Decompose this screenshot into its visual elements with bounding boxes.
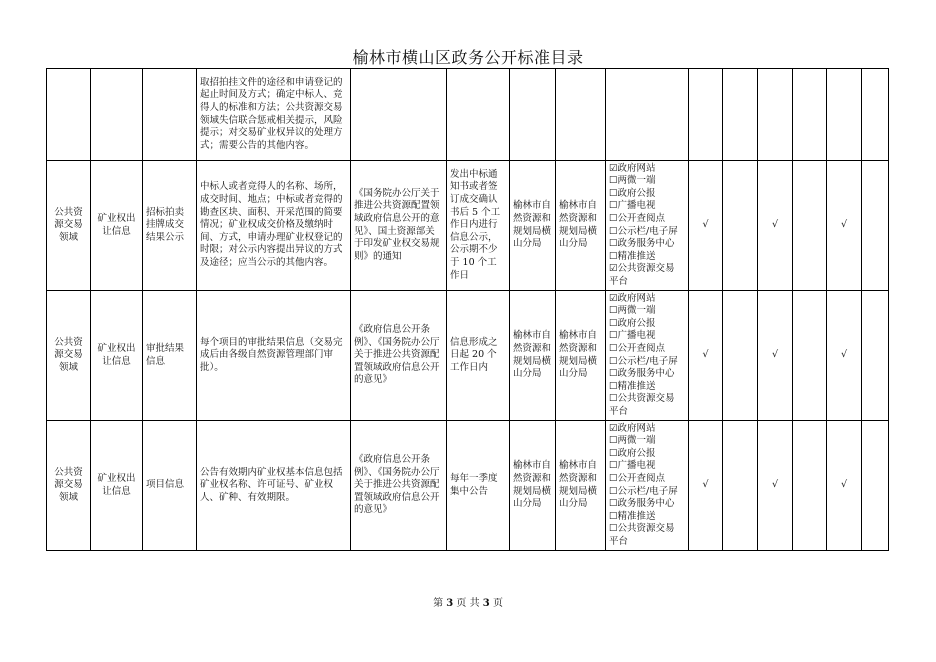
footer-total-pages: 3 [482,598,490,609]
channel-option: ☑政府网站 [609,292,656,304]
cell-mark: √ [758,161,793,291]
footer-page-number: 3 [446,598,454,609]
channel-option: ☐广播电视 [609,330,656,342]
cell-channels [606,421,689,551]
cell-subject: 榆林市自然资源和规划局横山分局 [510,291,556,421]
catalog-table [46,68,889,551]
cell-channels [606,161,689,291]
cell-mark: √ [758,421,793,551]
cell-mark: √ [827,421,862,551]
channel-option: ☑政府网站 [609,162,656,174]
channel-option: ☐两微一端 [609,305,656,317]
cell-subject [510,69,556,161]
channel-option: ☐公开查阅点 [609,342,666,354]
channel-option: ☑公共资源交易 [609,263,675,275]
table-row [47,421,889,551]
cell-basis: 《政府信息公开条例》、《国务院办公厅关于推进公共资源配置领域政府信息公开的意见》 [351,421,447,551]
cell-mark [862,421,889,551]
cell-basis [351,69,447,161]
channel-option: ☐公共资源交易 [609,393,675,405]
cell-mark [793,421,827,551]
cell-domain [47,69,91,161]
cell-subject: 榆林市自然资源和规划局横山分局 [510,161,556,291]
channel-option: ☐公共资源交易 [609,523,675,535]
cell-responsible: 榆林市自然资源和规划局横山分局 [556,421,606,551]
cell-mark: √ [689,161,723,291]
cell-mark: √ [689,421,723,551]
channel-option: ☐政府公报 [609,447,656,459]
footer-prefix: 第 [433,598,444,609]
cell-content: 每个项目的审批结果信息（交易完成后由各级自然资源管理部门审批）。 [197,291,351,421]
page-footer [0,594,936,609]
cell-item [143,69,197,161]
cell-channels [606,69,689,161]
cell-subject: 榆林市自然资源和规划局横山分局 [510,421,556,551]
channel-option: ☐政务服务中心 [609,498,675,510]
channel-option: ☐广播电视 [609,460,656,472]
cell-domain: 公共资源交易领域 [47,421,91,551]
channel-option: 平台 [609,535,629,547]
cell-item: 项目信息 [143,421,197,551]
cell-mark [827,69,862,161]
channel-option: 平台 [609,405,629,417]
channel-option: ☐公示栏/电子屏 [609,485,678,497]
cell-category: 矿业权出让信息 [91,421,143,551]
table-row [47,161,889,291]
cell-mark [689,69,723,161]
cell-channels [606,291,689,421]
channel-option: ☐广播电视 [609,200,656,212]
channel-option: ☐精准推送 [609,380,656,392]
cell-mark [723,291,758,421]
channel-option: ☐政府公报 [609,317,656,329]
channel-option: ☐政务服务中心 [609,368,675,380]
channel-option: ☑政府网站 [609,422,656,434]
cell-content: 公告有效期内矿业权基本信息包括矿业权名称、许可证号、矿业权人、矿种、有效期限。 [197,421,351,551]
cell-basis: 《国务院办公厅关于推进公共资源配置领域政府信息公开的意见》、国土资源部关于印发矿业权交易规则》的通知 [351,161,447,291]
channel-option: ☐政务服务中心 [609,238,675,250]
channel-option: ☐公开查阅点 [609,472,666,484]
channel-option: ☐两微一端 [609,175,656,187]
cell-category: 矿业权出让信息 [91,161,143,291]
channel-option: ☐公示栏/电子屏 [609,225,678,237]
cell-mark [793,291,827,421]
channel-option: ☐两微一端 [609,435,656,447]
cell-time: 每年一季度集中公告 [447,421,510,551]
cell-domain: 公共资源交易领域 [47,161,91,291]
table-row [47,291,889,421]
cell-mark [723,421,758,551]
table-row [47,69,889,161]
channel-option: ☐政府公报 [609,187,656,199]
cell-mark [793,69,827,161]
channel-option: ☐精准推送 [609,510,656,522]
cell-mark: √ [827,161,862,291]
cell-basis: 《政府信息公开条例》、《国务院办公厅关于推进公共资源配置领域政府信息公开的意见》 [351,291,447,421]
channel-option: ☐精准推送 [609,250,656,262]
channel-option: ☐公开查阅点 [609,212,666,224]
cell-mark [862,69,889,161]
cell-content: 中标人或者竞得人的名称、场所，成交时间、地点；中标或者竞得的勘查区块、面积、开采范围的简要情况；矿业权成交价格及缴纳时间、方式，申请办理矿业权登记的时限；对公示内容提出异议的方式及途径；应当公示的其他内容。 [197,161,351,291]
cell-mark: √ [827,291,862,421]
cell-mark [758,69,793,161]
cell-mark [723,69,758,161]
channel-option: 平台 [609,275,629,287]
cell-mark [723,161,758,291]
cell-category [91,69,143,161]
cell-time [447,69,510,161]
cell-time: 信息形成之日起 20 个工作日内 [447,291,510,421]
cell-item: 审批结果信息 [143,291,197,421]
cell-mark: √ [689,291,723,421]
cell-responsible: 榆林市自然资源和规划局横山分局 [556,291,606,421]
cell-responsible [556,69,606,161]
cell-mark [862,161,889,291]
cell-mark [793,161,827,291]
cell-mark: √ [758,291,793,421]
cell-mark [862,291,889,421]
cell-category: 矿业权出让信息 [91,291,143,421]
cell-responsible: 榆林市自然资源和规划局横山分局 [556,161,606,291]
cell-item: 招标拍卖挂牌成交结果公示 [143,161,197,291]
cell-domain: 公共资源交易领域 [47,291,91,421]
footer-suffix: 页 [492,598,503,609]
footer-middle: 页 共 [456,598,480,609]
page-title: 榆林市横山区政务公开标准目录 [352,48,584,67]
channel-option: ☐公示栏/电子屏 [609,355,678,367]
cell-content: 取招拍挂文件的途径和申请登记的起止时间及方式；确定中标人、竞得人的标准和方法；公共资源交易领域失信联合惩戒相关提示，风险提示；对交易矿业权异议的处理方式；需要公告的其他内容。 [197,69,351,161]
cell-time: 发出中标通知书或者签订成交确认书后 5 个工作日内进行信息公示，公示期不少于 10 个工作日 [447,161,510,291]
